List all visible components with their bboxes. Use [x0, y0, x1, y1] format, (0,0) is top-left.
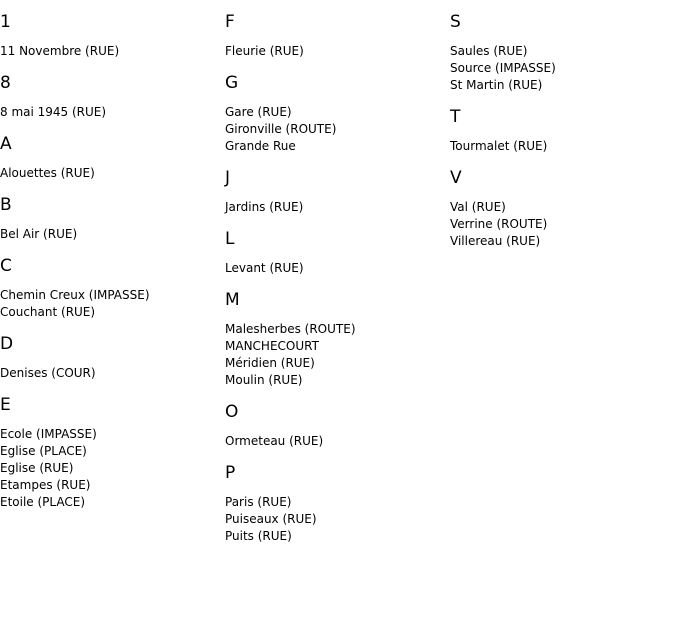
street-item: Eglise (RUE) — [0, 461, 74, 475]
letter-group — [225, 73, 445, 155]
street-item: Ormeteau (RUE) — [225, 434, 324, 448]
letter-heading: 8 — [0, 73, 11, 93]
letter-group — [225, 402, 445, 450]
letter-group — [225, 168, 445, 216]
letter-heading: S — [450, 12, 461, 32]
street-item: Denises (COUR) — [0, 366, 96, 380]
street-item: Source (IMPASSE) — [450, 61, 556, 75]
street-item: Grande Rue — [225, 139, 296, 153]
street-item: Jardins (RUE) — [225, 200, 304, 214]
letter-heading: L — [225, 229, 235, 249]
street-list — [0, 365, 220, 382]
street-item: Paris (RUE) — [225, 495, 292, 509]
street-list — [225, 494, 445, 545]
letter-group — [225, 463, 445, 545]
street-list — [450, 43, 670, 94]
letter-group — [450, 168, 670, 250]
street-item: Levant (RUE) — [225, 261, 304, 275]
street-column — [450, 0, 670, 250]
street-item: Puiseaux (RUE) — [225, 512, 317, 526]
street-item: Fleurie (RUE) — [225, 44, 304, 58]
letter-heading: A — [0, 134, 12, 154]
street-item: Alouettes (RUE) — [0, 166, 95, 180]
letter-group — [0, 195, 220, 243]
street-list — [225, 199, 445, 216]
street-list — [225, 104, 445, 155]
street-item: Malesherbes (ROUTE) — [225, 322, 356, 336]
letter-heading: V — [450, 168, 462, 188]
street-item: Couchant (RUE) — [0, 305, 96, 319]
letter-group — [450, 107, 670, 155]
street-item: Gare (RUE) — [225, 105, 292, 119]
street-item: Saules (RUE) — [450, 44, 528, 58]
street-column — [0, 0, 220, 511]
street-item: Bel Air (RUE) — [0, 227, 78, 241]
letter-heading: T — [450, 107, 461, 127]
letter-heading: F — [225, 12, 235, 32]
street-list — [450, 199, 670, 250]
letter-group — [0, 334, 220, 382]
street-list — [0, 165, 220, 182]
letter-heading: D — [0, 334, 14, 354]
letter-group — [450, 12, 670, 94]
street-list — [225, 260, 445, 277]
letter-group — [225, 229, 445, 277]
street-item: Val (RUE) — [450, 200, 506, 214]
street-item: St Martin (RUE) — [450, 78, 543, 92]
letter-group — [225, 12, 445, 60]
letter-heading: J — [225, 168, 231, 188]
letter-heading: M — [225, 290, 240, 310]
street-item: MANCHECOURT — [225, 339, 319, 353]
street-list — [0, 43, 220, 60]
street-item: Eglise (PLACE) — [0, 444, 87, 458]
street-item: Tourmalet (RUE) — [450, 139, 548, 153]
street-list — [225, 321, 445, 389]
letter-group — [225, 290, 445, 389]
street-item: Chemin Creux (IMPASSE) — [0, 288, 150, 302]
street-column — [225, 0, 445, 545]
street-list — [0, 426, 220, 511]
street-list — [0, 104, 220, 121]
street-item: Ecole (IMPASSE) — [0, 427, 97, 441]
street-item: Puits (RUE) — [225, 529, 292, 543]
letter-heading: B — [0, 195, 12, 215]
street-list — [0, 287, 220, 321]
letter-heading: 1 — [0, 12, 11, 32]
letter-heading: O — [225, 402, 239, 422]
street-list — [225, 433, 445, 450]
letter-heading: P — [225, 463, 236, 483]
street-item: Moulin (RUE) — [225, 373, 303, 387]
street-list — [0, 226, 220, 243]
street-item: Etoile (PLACE) — [0, 495, 86, 509]
street-item: Verrine (ROUTE) — [450, 217, 548, 231]
street-item: Méridien (RUE) — [225, 356, 315, 370]
street-item: 11 Novembre (RUE) — [0, 44, 120, 58]
letter-heading: C — [0, 256, 12, 276]
letter-group — [0, 73, 220, 121]
street-item: Gironville (ROUTE) — [225, 122, 337, 136]
letter-heading: E — [0, 395, 11, 415]
street-list — [225, 43, 445, 60]
street-item: 8 mai 1945 (RUE) — [0, 105, 107, 119]
letter-group — [0, 12, 220, 60]
street-item: Etampes (RUE) — [0, 478, 91, 492]
street-list — [450, 138, 670, 155]
letter-group — [0, 395, 220, 511]
letter-group — [0, 134, 220, 182]
letter-group — [0, 256, 220, 321]
letter-heading: G — [225, 73, 239, 93]
street-item: Villereau (RUE) — [450, 234, 541, 248]
